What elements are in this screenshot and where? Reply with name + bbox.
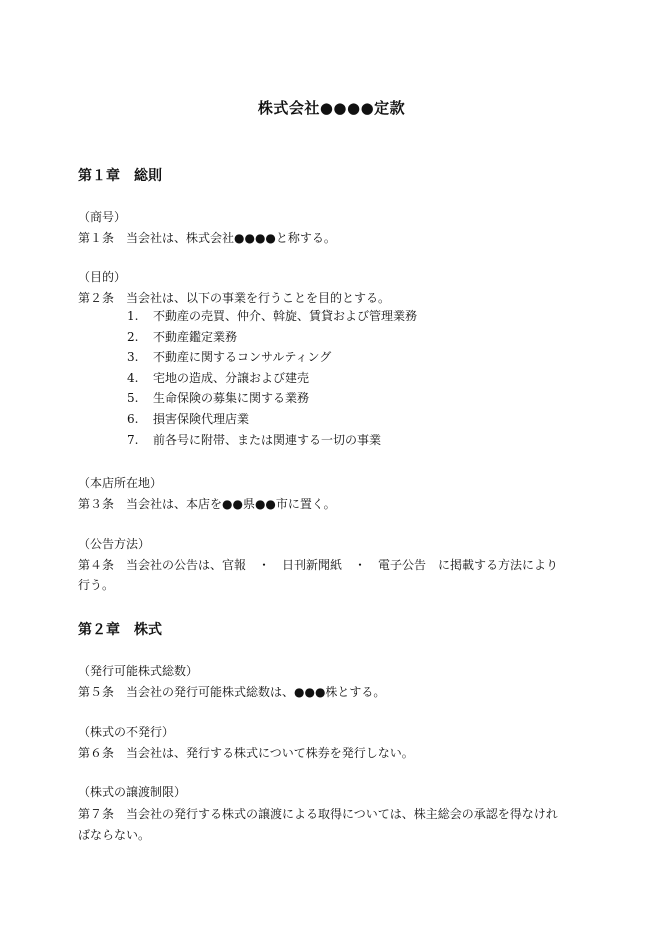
article-heading: （発行可能株式総数） xyxy=(78,664,199,678)
list-item-number: 1. xyxy=(127,309,139,323)
article-text: 第７条 当会社の発行する株式の譲渡による取得については、株主総会の承認を得なけれ xyxy=(78,807,558,821)
article-heading: （株式の不発行） xyxy=(78,725,175,739)
list-item xyxy=(127,307,417,328)
article-heading: （公告方法） xyxy=(78,537,151,551)
list-item-number: 4. xyxy=(127,370,139,385)
list-item xyxy=(127,328,417,349)
list-item xyxy=(127,389,417,410)
list-item-text: 前各号に附帯、または関連する一切の事業 xyxy=(153,432,382,447)
purpose-list xyxy=(127,307,417,451)
article-heading: （目的） xyxy=(78,270,127,284)
article-text: 第５条 当会社の発行可能株式総数は、●●●株とする。 xyxy=(78,685,386,699)
article-text-continued: ばならない。 xyxy=(78,828,151,842)
list-item xyxy=(127,369,417,390)
list-item-number: 6. xyxy=(127,411,139,426)
list-item-number: 2. xyxy=(127,329,139,344)
article-text-continued: 行う。 xyxy=(78,578,115,592)
article-text: 第４条 当会社の公告は、官報 ・ 日刊新聞紙 ・ 電子公告 に掲載する方法により xyxy=(78,558,559,572)
list-item-text: 宅地の造成、分譲および建売 xyxy=(153,370,310,385)
article-heading: （本店所在地） xyxy=(78,476,163,490)
document-title: 株式会社●●●●定款 xyxy=(257,99,406,117)
list-item xyxy=(127,431,417,452)
article-heading: （商号） xyxy=(78,210,127,224)
list-item-number: 3. xyxy=(127,350,139,365)
chapter-heading: 第１章 総則 xyxy=(78,168,162,184)
article-text: 第６条 当会社は、発行する株式について株券を発行しない。 xyxy=(78,746,414,760)
list-item-text: 不動産に関するコンサルティング xyxy=(153,350,332,365)
list-item-number: 5. xyxy=(127,391,139,406)
list-item-text: 損害保険代理店業 xyxy=(153,411,250,426)
list-item-text: 生命保険の募集に関する業務 xyxy=(153,391,310,406)
article-heading: （株式の譲渡制限） xyxy=(78,785,187,799)
list-item xyxy=(127,348,417,369)
article-text: 第１条 当会社は、株式会社●●●●と称する。 xyxy=(78,231,336,245)
list-item-text: 不動産鑑定業務 xyxy=(153,329,238,344)
list-item-text: 不動産の売買、仲介、斡旋、賃貸および管理業務 xyxy=(153,309,418,323)
list-item xyxy=(127,410,417,431)
chapter-heading: 第２章 株式 xyxy=(78,622,162,638)
article-text: 第３条 当会社は、本店を●●県●●市に置く。 xyxy=(78,497,336,511)
list-item-number: 7. xyxy=(127,432,139,447)
article-text: 第２条 当会社は、以下の事業を行うことを目的とする。 xyxy=(78,291,391,305)
